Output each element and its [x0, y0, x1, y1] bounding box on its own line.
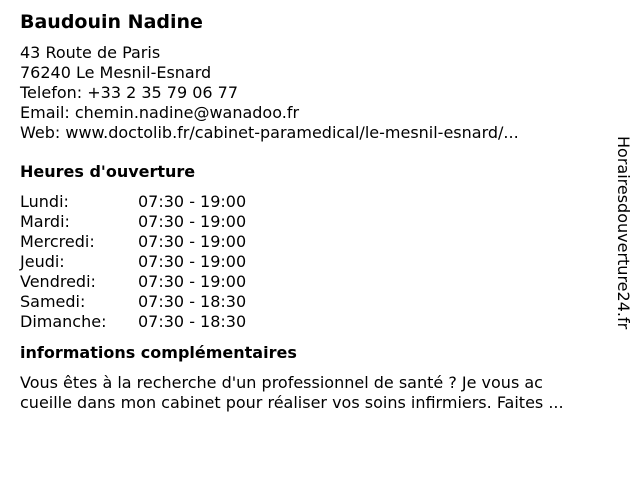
hours-row-tuesday: [20, 212, 246, 232]
contact-block: [20, 43, 620, 143]
info-description: [20, 373, 620, 413]
day-label: Mardi:: [20, 212, 70, 231]
time-range: 07:30 - 19:00: [138, 192, 247, 211]
hours-row-sunday: [20, 312, 246, 332]
day-label: Jeudi:: [20, 252, 65, 271]
day-label: Vendredi:: [20, 272, 96, 291]
phone-line: Telefon: +33 2 35 79 06 77: [20, 83, 239, 102]
hours-heading: Heures d'ouverture: [20, 162, 196, 181]
time-range: 07:30 - 19:00: [138, 252, 247, 271]
info-text-line: cueille dans mon cabinet pour réaliser vos soins infirmiers. Faites ...: [20, 393, 564, 412]
day-label: Samedi:: [20, 292, 86, 311]
day-label: Lundi:: [20, 192, 69, 211]
hours-row-saturday: [20, 292, 246, 312]
info-text-line: Vous êtes à la recherche d'un professionnel de santé ? Je vous ac: [20, 373, 543, 392]
web-line: Web: www.doctolib.fr/cabinet-paramedical/le-mesnil-esnard/...: [20, 123, 519, 142]
day-label: Mercredi:: [20, 232, 95, 251]
time-range: 07:30 - 19:00: [138, 212, 247, 231]
time-range: 07:30 - 18:30: [138, 312, 247, 331]
email-line: Email: chemin.nadine@wanadoo.fr: [20, 103, 300, 122]
hours-row-friday: [20, 272, 246, 292]
address-city: 76240 Le Mesnil-Esnard: [20, 63, 212, 82]
day-label: Dimanche:: [20, 312, 107, 331]
address-street: 43 Route de Paris: [20, 43, 161, 62]
time-range: 07:30 - 18:30: [138, 292, 247, 311]
hours-row-monday: [20, 192, 246, 212]
opening-hours-table: [20, 192, 246, 332]
time-range: 07:30 - 19:00: [138, 272, 247, 291]
hours-row-wednesday: [20, 232, 246, 252]
business-card: [20, 10, 620, 413]
business-name: Baudouin Nadine: [20, 11, 203, 33]
time-range: 07:30 - 19:00: [138, 232, 247, 251]
brand-watermark: Horairesdouverture24.fr: [614, 136, 633, 330]
info-heading: informations complémentaires: [20, 343, 297, 362]
hours-row-thursday: [20, 252, 246, 272]
